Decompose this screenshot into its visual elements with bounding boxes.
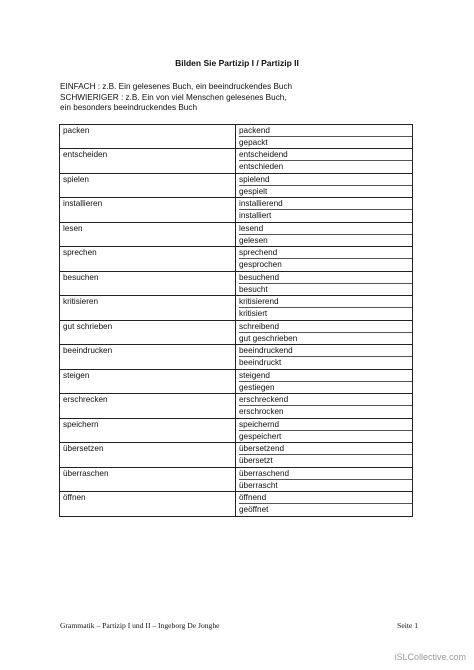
page-title: Bilden Sie Partizip I / Partizip II	[175, 58, 299, 68]
partizip-cell	[236, 222, 413, 246]
verb-infinitive: installieren	[63, 199, 103, 209]
verb-infinitive: lesen	[63, 223, 83, 233]
partizip-1: übersetzend	[239, 443, 412, 455]
verb-cell	[60, 369, 236, 393]
partizip-2: überrascht	[239, 480, 278, 490]
verb-cell	[60, 247, 236, 271]
footer-title: Grammatik – Partizip I und II – Ingeborg De Jonghe	[60, 621, 220, 630]
partizip-1: lesend	[239, 223, 412, 235]
table-row	[60, 271, 413, 295]
partizip-cell	[236, 369, 413, 393]
verb-infinitive: überraschen	[63, 468, 109, 478]
partizip-2: gepackt	[239, 137, 268, 147]
partizip-1: speichernd	[239, 419, 412, 431]
table-row	[60, 369, 413, 393]
verb-cell	[60, 345, 236, 369]
partizip-1: spielend	[239, 174, 412, 186]
partizip-cell	[236, 345, 413, 369]
table-row	[60, 492, 413, 516]
partizip-cell	[236, 173, 413, 197]
partizip-cell	[236, 247, 413, 271]
partizip-2: entschieden	[239, 162, 284, 172]
partizip-1: schreibend	[239, 321, 412, 333]
verb-infinitive: öffnen	[63, 493, 86, 503]
partizip-1: packend	[239, 125, 412, 137]
table-row	[60, 222, 413, 246]
verb-infinitive: sprechen	[63, 248, 97, 258]
partizip-cell	[236, 467, 413, 491]
partizip-2: übersetzt	[239, 456, 273, 466]
verb-infinitive: übersetzen	[63, 444, 104, 454]
partizip-1: installierend	[239, 198, 412, 210]
verb-infinitive: kritisieren	[63, 297, 99, 307]
verb-infinitive: packen	[63, 126, 90, 135]
partizip-2: gespeichert	[239, 431, 282, 441]
partizip-2: erschrocken	[239, 407, 284, 417]
verb-table-body	[60, 125, 413, 517]
verb-cell	[60, 467, 236, 491]
partizip-2: beeindruckt	[239, 358, 282, 368]
partizip-cell	[236, 443, 413, 467]
table-row	[60, 345, 413, 369]
partizip-cell	[236, 418, 413, 442]
verb-cell	[60, 418, 236, 442]
table-row	[60, 198, 413, 222]
partizip-cell	[236, 149, 413, 173]
partizip-cell	[236, 492, 413, 516]
verb-cell	[60, 271, 236, 295]
instruction-line: ein besonders beeindruckendes Buch	[60, 103, 198, 112]
partizip-1: überraschend	[239, 468, 412, 480]
partizip-1: öffnend	[239, 492, 412, 504]
partizip-2: gestiegen	[239, 382, 275, 392]
verb-cell	[60, 320, 236, 344]
table-row	[60, 443, 413, 467]
partizip-cell	[236, 296, 413, 320]
instructions	[60, 82, 292, 114]
partizip-2: besucht	[239, 284, 268, 294]
partizip-1: sprechend	[239, 247, 412, 259]
table-row	[60, 467, 413, 491]
verb-cell	[60, 394, 236, 418]
verb-cell	[60, 296, 236, 320]
verb-cell	[60, 222, 236, 246]
partizip-2: kritisiert	[239, 309, 268, 319]
partizip-2: gelesen	[239, 235, 268, 245]
verb-infinitive: gut schrieben	[63, 321, 113, 331]
partizip-1: beeindruckend	[239, 345, 412, 357]
partizip-2: geöffnet	[239, 505, 269, 515]
partizip-cell	[236, 198, 413, 222]
partizip-2: gespielt	[239, 186, 268, 196]
verb-cell	[60, 198, 236, 222]
partizip-cell	[236, 271, 413, 295]
partizip-2: installiert	[239, 211, 272, 221]
partizip-1: entscheidend	[239, 149, 412, 161]
table-row	[60, 247, 413, 271]
verb-cell	[60, 443, 236, 467]
table-row	[60, 394, 413, 418]
table-row	[60, 418, 413, 442]
partizip-1: steigend	[239, 370, 412, 382]
partizip-2: gesprochen	[239, 260, 282, 270]
watermark: iSLCollective.com	[394, 652, 466, 662]
verb-infinitive: erschrecken	[63, 395, 108, 405]
partizip-1: kritisierend	[239, 296, 412, 308]
table-row	[60, 125, 413, 149]
verb-infinitive: besuchen	[63, 272, 99, 282]
table-row	[60, 296, 413, 320]
verb-infinitive: speichern	[63, 419, 99, 429]
verb-cell	[60, 492, 236, 516]
verb-cell	[60, 125, 236, 149]
partizip-2: gut geschrieben	[239, 333, 298, 343]
partizip-1: erschreckend	[239, 394, 412, 406]
verb-infinitive: steigen	[63, 370, 90, 380]
instruction-line: SCHWIERIGER : z.B. Ein von viel Menschen gelesenes Buch,	[60, 92, 287, 102]
instruction-line: EINFACH : z.B. Ein gelesenes Buch, ein beeindruckendes Buch	[60, 82, 293, 91]
partizip-cell	[236, 320, 413, 344]
table-row	[60, 149, 413, 173]
page-number: Seite 1	[397, 621, 418, 630]
verb-infinitive: entscheiden	[63, 150, 108, 160]
verb-table	[59, 124, 413, 517]
partizip-cell	[236, 125, 413, 149]
verb-infinitive: spielen	[63, 174, 89, 184]
verb-cell	[60, 149, 236, 173]
partizip-cell	[236, 394, 413, 418]
verb-infinitive: beeindrucken	[63, 346, 113, 356]
partizip-1: besuchend	[239, 272, 412, 284]
table-row	[60, 173, 413, 197]
verb-cell	[60, 173, 236, 197]
table-row	[60, 320, 413, 344]
